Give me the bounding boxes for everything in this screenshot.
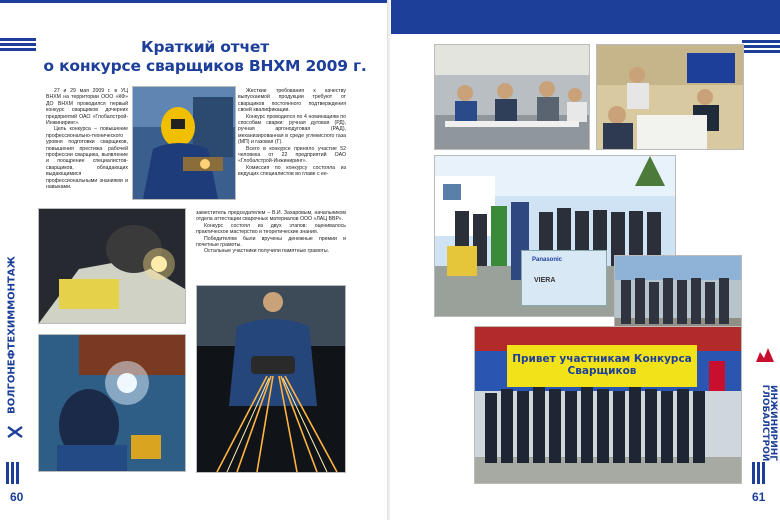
left-header-stripes	[0, 38, 36, 53]
right-vertical-brand-line2: ИНЖИНИРИНГ	[768, 384, 778, 462]
col2-paragraph: Комиссия по конкурсу состояла из ведущих специалистов во главе с ее-	[238, 164, 346, 178]
photo-exam-room	[434, 44, 590, 150]
photo-welder-mask	[38, 208, 186, 324]
left-brand-logo-icon	[6, 425, 24, 439]
article-column-wide	[196, 210, 346, 255]
left-vertical-brand-text: ВОЛГОНЕФТЕХИММОНТАЖ	[6, 256, 18, 414]
article-column-2	[238, 88, 346, 178]
banner-greeting: Привет участникам Конкурса Сварщиков	[512, 353, 692, 377]
col2-paragraph: Жесткие требования к качеству выпускаемой продукции требуют от сварщиков постоянного подтверждения своей квалификации.	[238, 88, 346, 114]
page-number-right: 61	[752, 490, 766, 504]
photo-grinder-sparks	[196, 285, 346, 473]
left-top-rule	[0, 0, 388, 5]
tv-brand-label: Panasonic	[532, 257, 563, 263]
tv-model-label: VIERA	[534, 277, 556, 284]
photo-welder-arc	[38, 334, 186, 472]
article-title	[40, 38, 370, 76]
tv-box	[521, 250, 607, 306]
left-page	[0, 0, 388, 520]
right-header-stripes	[742, 40, 780, 55]
right-vertical-brand-line1: ГЛОБАЛСТРОЙ	[760, 384, 770, 462]
article-title-line1: Краткий отчет	[140, 38, 269, 56]
photo-commission	[596, 44, 744, 150]
article-title-line2: о конкурсе сварщиков ВНХМ 2009 г.	[43, 57, 367, 75]
col1-paragraph: Цель конкурса – повышение профессионально-технического уровня подготовки сварщиков, повышения престижа рабочей профессии сварщика, выявление и поощрение специалистов-сварщиков, обладающих выдающимися профессиональными знаниями и навыками.	[46, 126, 128, 191]
wide-paragraph: Остальные участники получили памятные грамоты.	[204, 248, 330, 255]
wide-paragraph: заместитель председателем – В.И. Захаровым, начальником отдела аттестации сварочных материалов ООО «ЛАЦ ВВР».	[196, 210, 346, 223]
left-page-bars	[6, 462, 21, 489]
col1-paragraph: 27 и 29 мая 2009 г. в УЦ ВНХМ на территории ООО «КФ» ДО ВНХМ проводился первый конкурс сварщиков дочерних предприятий ОАО «Глобалстрой-Инжиниринг».	[46, 88, 128, 127]
right-page	[390, 0, 780, 520]
wide-paragraph: Победителям были вручены денежные премии и почетные грамоты.	[196, 235, 346, 249]
right-page-bars	[752, 462, 767, 489]
wide-paragraph: Конкурс состоял из двух этапов: оценивалось практическое мастерство и теоретические знания.	[196, 222, 346, 236]
col2-paragraph: Всего в конкурсе приняло участие 52 человека от 22 предприятий ОАО «Глобалстрой-Инжиниринг».	[238, 145, 346, 165]
photo-welder-helmet	[132, 86, 236, 200]
right-top-bar	[391, 0, 780, 34]
col2-paragraph: Конкурс проводился по 4 номинациям по способам сварки: ручная дуговая (РД), ручная аргонодуговая (РАД), механизированная в среде углекислого газа (МП) и газовая (Г).	[238, 113, 346, 146]
photo-banner-group	[474, 326, 742, 484]
right-brand-logo-icon	[754, 344, 776, 364]
page-number-left: 60	[10, 490, 24, 504]
left-vertical-brand	[2, 255, 22, 415]
article-column-1	[46, 88, 128, 191]
